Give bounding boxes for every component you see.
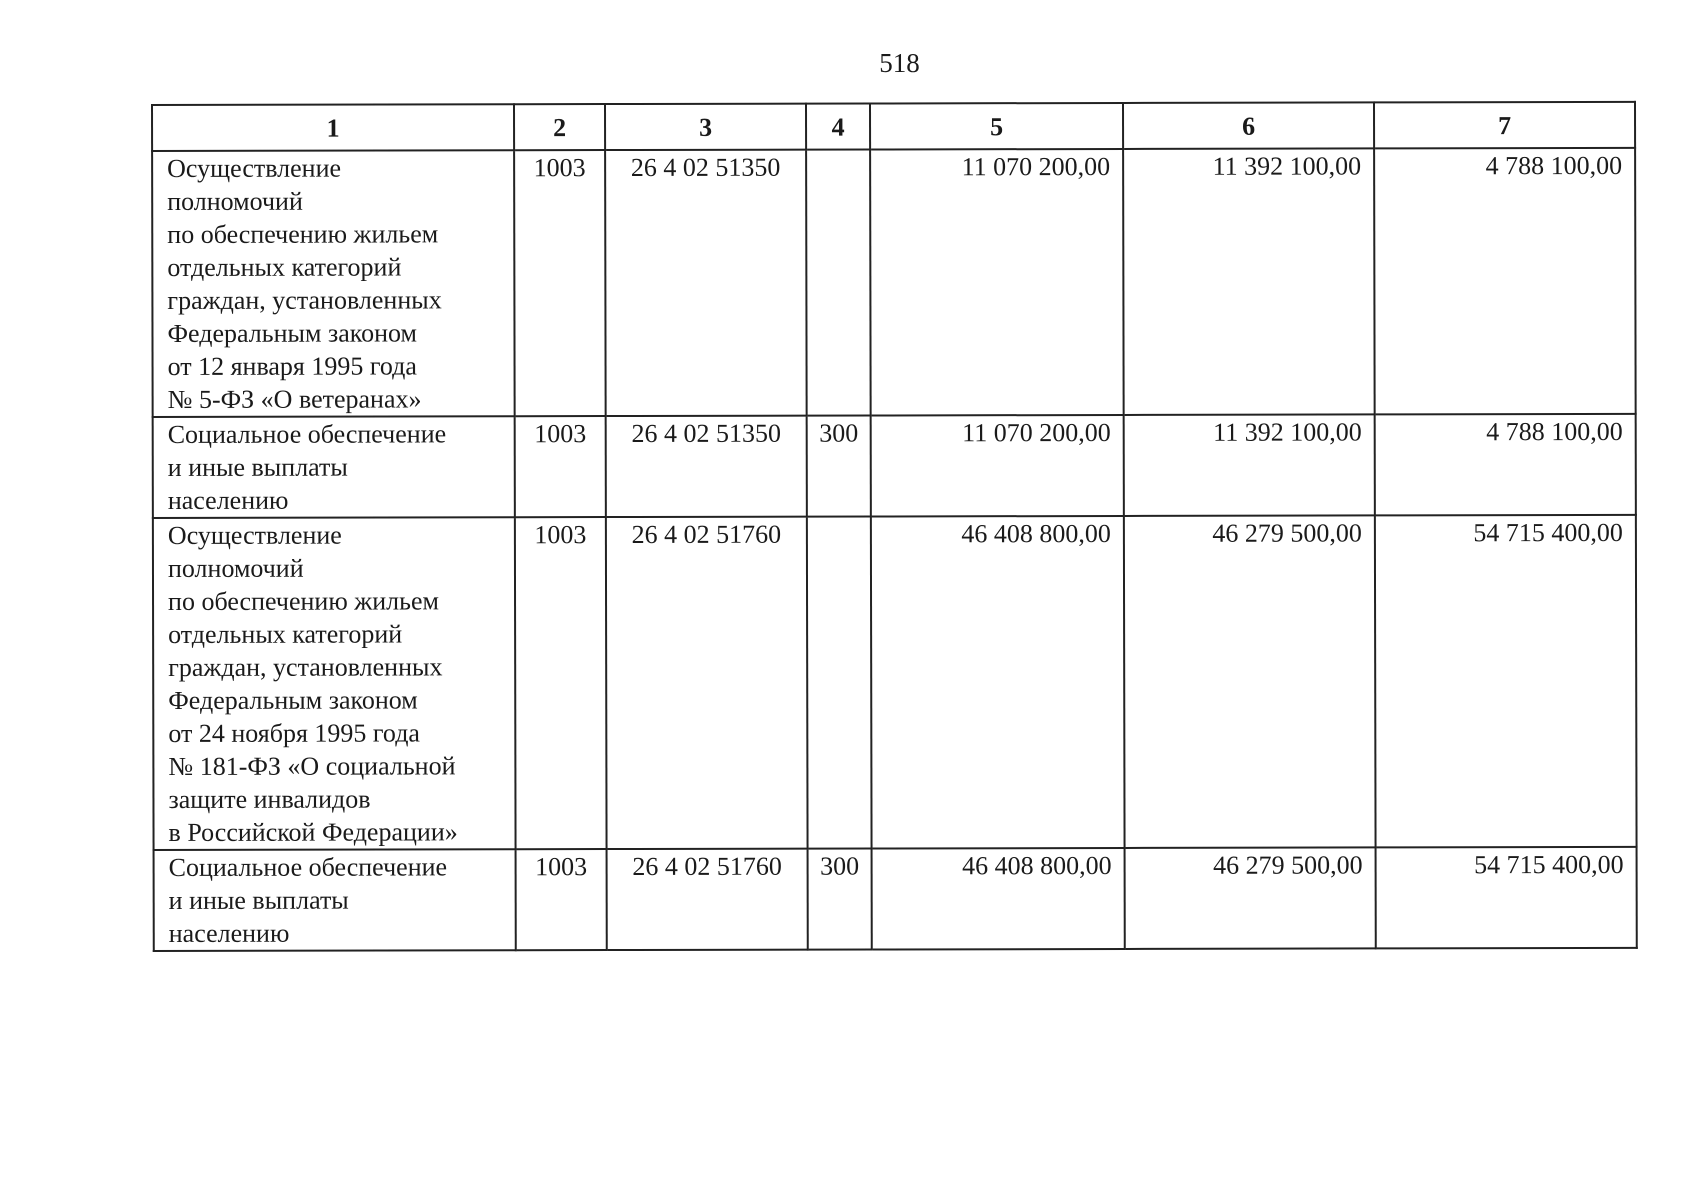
budget-table <box>151 101 1638 952</box>
header-col-4: 4 <box>806 103 870 149</box>
header-row <box>152 102 1635 151</box>
target-code-cell: 26 4 02 51350 <box>606 416 807 517</box>
table-body <box>152 148 1637 951</box>
expense-type-cell <box>807 516 872 848</box>
expense-type-cell: 300 <box>808 848 872 949</box>
row-name-cell: Социальное обеспечение и иные выплаты населению <box>153 416 515 518</box>
amount-col7-cell: 4 788 100,00 <box>1375 414 1636 516</box>
section-code-cell: 1003 <box>515 517 607 849</box>
table-header <box>152 102 1635 151</box>
amount-col5-cell: 11 070 200,00 <box>870 149 1124 416</box>
page-number: 518 <box>879 48 920 78</box>
expense-type-cell: 300 <box>807 415 871 516</box>
header-col-6: 6 <box>1123 102 1374 149</box>
amount-col7-cell: 54 715 400,00 <box>1375 515 1637 848</box>
table-row <box>154 847 1637 951</box>
amount-col5-cell: 11 070 200,00 <box>871 415 1124 517</box>
table-row <box>153 515 1637 850</box>
target-code-cell: 26 4 02 51760 <box>606 517 808 849</box>
table-row <box>152 148 1636 417</box>
amount-col6-cell: 11 392 100,00 <box>1124 414 1375 516</box>
section-code-cell: 1003 <box>514 150 606 416</box>
amount-col7-cell: 4 788 100,00 <box>1374 148 1636 415</box>
target-code-cell: 26 4 02 51760 <box>607 849 808 950</box>
amount-col6-cell: 11 392 100,00 <box>1123 148 1375 415</box>
amount-col5-cell: 46 408 800,00 <box>871 516 1125 849</box>
amount-col7-cell: 54 715 400,00 <box>1376 847 1637 949</box>
row-name-cell: Социальное обеспечение и иные выплаты населению <box>154 849 516 951</box>
section-code-cell: 1003 <box>515 416 606 517</box>
target-code-cell: 26 4 02 51350 <box>605 150 807 416</box>
header-col-2: 2 <box>514 104 605 150</box>
header-col-1: 1 <box>152 104 514 151</box>
table-row <box>153 414 1636 518</box>
header-col-7: 7 <box>1374 102 1635 149</box>
row-name-cell: Осуществление полномочий по обеспечению жильем отдельных категорий граждан, установленных Федеральным законом от 12 января 1995 года № 5-ФЗ «О ветеранах» <box>152 150 515 417</box>
header-col-3: 3 <box>605 104 806 150</box>
expense-type-cell <box>806 149 871 415</box>
row-name-cell: Осуществление полномочий по обеспечению жильем отдельных категорий граждан, установленных Федеральным законом от 24 ноября 1995 года № 181-ФЗ «О социальной защите инвалидов в Российской Федерации» <box>153 517 516 850</box>
amount-col5-cell: 46 408 800,00 <box>872 848 1125 950</box>
header-col-5: 5 <box>870 103 1123 150</box>
section-code-cell: 1003 <box>516 849 607 950</box>
amount-col6-cell: 46 279 500,00 <box>1124 515 1376 848</box>
amount-col6-cell: 46 279 500,00 <box>1125 847 1376 949</box>
